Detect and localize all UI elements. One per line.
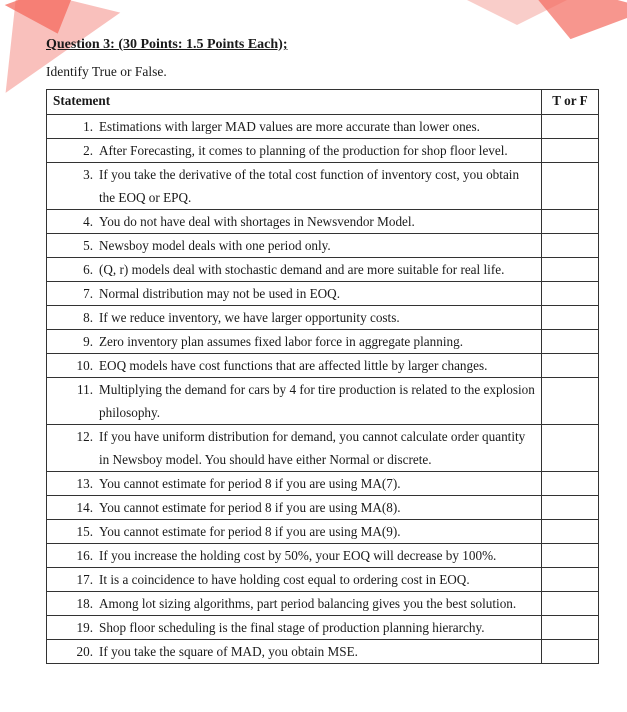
- statement-text: (Q, r) models deal with stochastic demand and are more suitable for real life.: [99, 262, 505, 277]
- statement-number: 3.: [83, 167, 93, 182]
- table-row: [47, 378, 599, 425]
- answer-cell[interactable]: [542, 258, 599, 282]
- answer-cell[interactable]: [542, 592, 599, 616]
- answer-cell[interactable]: [542, 472, 599, 496]
- statement-number: 20.: [76, 644, 93, 659]
- answer-cell[interactable]: [542, 234, 599, 258]
- statement-number: 18.: [76, 596, 93, 611]
- statement-number: 5.: [83, 238, 93, 253]
- statement-text: You cannot estimate for period 8 if you are using MA(8).: [99, 500, 401, 515]
- statement-number: 13.: [76, 476, 93, 491]
- statement-cell: [47, 330, 542, 354]
- table-row: [47, 210, 599, 234]
- statement-text: Normal distribution may not be used in EOQ.: [99, 286, 341, 301]
- table-row: [47, 330, 599, 354]
- table-header-row: [47, 90, 599, 115]
- statement-text: You cannot estimate for period 8 if you are using MA(7).: [99, 476, 401, 491]
- answer-cell[interactable]: [542, 282, 599, 306]
- answer-cell[interactable]: [542, 210, 599, 234]
- answer-cell[interactable]: [542, 378, 599, 425]
- statement-cell: [47, 354, 542, 378]
- statement-number: 19.: [76, 620, 93, 635]
- statement-text: Newsboy model deals with one period only.: [99, 238, 331, 253]
- statement-text: Multiplying the demand for cars by 4 for tire production is related to the explosion philosophy.: [99, 382, 535, 420]
- table-row: [47, 234, 599, 258]
- statement-cell: [47, 425, 542, 472]
- statement-number: 6.: [83, 262, 93, 277]
- question-instruction: Identify True or False.: [46, 64, 167, 79]
- answer-cell[interactable]: [542, 568, 599, 592]
- answer-header: T or F: [542, 90, 599, 115]
- statement-cell: [47, 640, 542, 664]
- table-body: [47, 115, 599, 664]
- answer-cell[interactable]: [542, 640, 599, 664]
- statement-cell: [47, 139, 542, 163]
- statement-text: Shop floor scheduling is the final stage of production planning hierarchy.: [99, 620, 485, 635]
- statement-cell: [47, 592, 542, 616]
- statement-cell: [47, 544, 542, 568]
- statement-cell: [47, 282, 542, 306]
- statement-cell: [47, 210, 542, 234]
- statement-number: 7.: [83, 286, 93, 301]
- table-row: [47, 282, 599, 306]
- answer-cell[interactable]: [542, 163, 599, 210]
- question-title: Question 3: (30 Points: 1.5 Points Each);: [46, 37, 288, 52]
- answer-cell[interactable]: [542, 330, 599, 354]
- answer-cell[interactable]: [542, 520, 599, 544]
- statement-number: 16.: [76, 548, 93, 563]
- answer-cell[interactable]: [542, 354, 599, 378]
- statement-cell: [47, 568, 542, 592]
- statement-number: 17.: [76, 572, 93, 587]
- statement-cell: [47, 496, 542, 520]
- answer-cell[interactable]: [542, 139, 599, 163]
- statement-number: 9.: [83, 334, 93, 349]
- decorative-shape-right: [503, 0, 627, 57]
- table-row: [47, 163, 599, 210]
- table-row: [47, 115, 599, 139]
- true-false-table: [46, 89, 599, 664]
- statement-text: If you increase the holding cost by 50%, your EOQ will decrease by 100%.: [99, 548, 497, 563]
- statement-cell: [47, 258, 542, 282]
- table-row: [47, 544, 599, 568]
- statement-number: 11.: [77, 382, 93, 397]
- table-row: [47, 139, 599, 163]
- statement-number: 1.: [83, 119, 93, 134]
- statement-cell: [47, 472, 542, 496]
- table-row: [47, 258, 599, 282]
- statement-text: Zero inventory plan assumes fixed labor force in aggregate planning.: [99, 334, 463, 349]
- statement-cell: [47, 306, 542, 330]
- statement-number: 10.: [76, 358, 93, 373]
- statement-text: Among lot sizing algorithms, part period balancing gives you the best solution.: [99, 596, 517, 611]
- statement-text: You do not have deal with shortages in Newsvendor Model.: [99, 214, 415, 229]
- statement-text: If we reduce inventory, we have larger opportunity costs.: [99, 310, 400, 325]
- table-row: [47, 425, 599, 472]
- statement-number: 2.: [83, 143, 93, 158]
- statement-cell: [47, 378, 542, 425]
- table-row: [47, 354, 599, 378]
- statement-text: If you have uniform distribution for demand, you cannot calculate order quantity in Newsboy model. You should have either Normal or discrete.: [99, 429, 526, 467]
- statement-cell: [47, 616, 542, 640]
- table-row: [47, 306, 599, 330]
- statement-number: 14.: [76, 500, 93, 515]
- statement-text: If you take the derivative of the total cost function of inventory cost, you obtain the EOQ or EPQ.: [99, 167, 520, 205]
- statement-text: If you take the square of MAD, you obtain MSE.: [99, 644, 358, 659]
- table-row: [47, 472, 599, 496]
- answer-cell[interactable]: [542, 306, 599, 330]
- answer-cell[interactable]: [542, 115, 599, 139]
- table-row: [47, 568, 599, 592]
- table-row: [47, 520, 599, 544]
- table-row: [47, 592, 599, 616]
- answer-cell[interactable]: [542, 544, 599, 568]
- statement-cell: [47, 234, 542, 258]
- statement-header: Statement: [47, 90, 542, 115]
- statement-number: 12.: [76, 429, 93, 444]
- answer-cell[interactable]: [542, 496, 599, 520]
- statement-text: Estimations with larger MAD values are more accurate than lower ones.: [99, 119, 480, 134]
- table-row: [47, 640, 599, 664]
- statement-text: You cannot estimate for period 8 if you are using MA(9).: [99, 524, 401, 539]
- statement-cell: [47, 163, 542, 210]
- answer-cell[interactable]: [542, 425, 599, 472]
- table-row: [47, 616, 599, 640]
- statement-number: 4.: [83, 214, 93, 229]
- statement-cell: [47, 520, 542, 544]
- statement-text: It is a coincidence to have holding cost equal to ordering cost in EOQ.: [99, 572, 470, 587]
- statement-cell: [47, 115, 542, 139]
- answer-cell[interactable]: [542, 616, 599, 640]
- statement-number: 15.: [76, 524, 93, 539]
- statement-text: EOQ models have cost functions that are affected little by larger changes.: [99, 358, 488, 373]
- statement-number: 8.: [83, 310, 93, 325]
- statement-text: After Forecasting, it comes to planning of the production for shop floor level.: [99, 143, 508, 158]
- table-row: [47, 496, 599, 520]
